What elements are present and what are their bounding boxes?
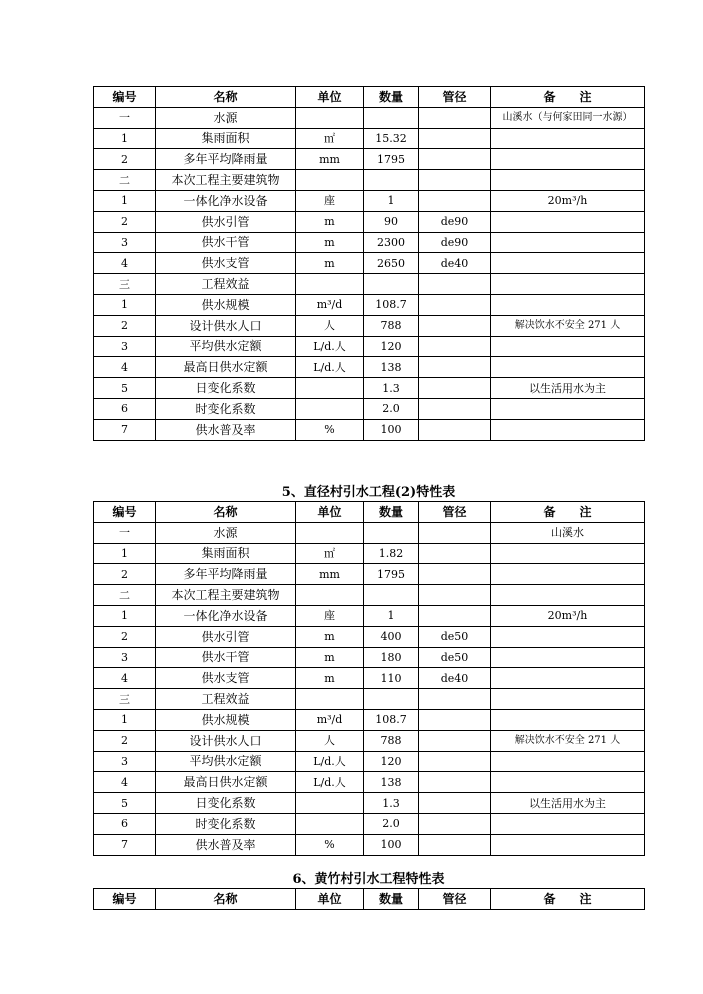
pipe-diameter-cell xyxy=(419,274,491,295)
unit-cell: 人 xyxy=(296,315,364,336)
quantity-cell: 400 xyxy=(364,626,419,647)
quantity-cell xyxy=(364,107,419,128)
table-row xyxy=(94,419,645,440)
name-cell: 供水普及率 xyxy=(156,419,296,440)
unit-cell: L/d.人 xyxy=(296,772,364,793)
unit-cell: m xyxy=(296,626,364,647)
unit-cell xyxy=(296,522,364,543)
pipe-diameter-cell xyxy=(419,170,491,191)
name-cell: 日变化系数 xyxy=(156,378,296,399)
name-cell: 一体化净水设备 xyxy=(156,190,296,211)
remarks-cell xyxy=(491,149,645,170)
table-row xyxy=(94,232,645,253)
table-row xyxy=(94,751,645,772)
unit-cell: ㎡ xyxy=(296,543,364,564)
unit-cell: mm xyxy=(296,149,364,170)
number-cell: 二 xyxy=(94,585,156,606)
remarks-cell xyxy=(491,211,645,232)
column-header-remarks: 备 注 xyxy=(491,502,645,523)
number-cell: 6 xyxy=(94,813,156,834)
name-cell: 时变化系数 xyxy=(156,813,296,834)
name-cell: 供水干管 xyxy=(156,647,296,668)
name-cell: 设计供水人口 xyxy=(156,315,296,336)
unit-cell: L/d.人 xyxy=(296,336,364,357)
table-row xyxy=(94,253,645,274)
name-cell: 本次工程主要建筑物 xyxy=(156,170,296,191)
pipe-diameter-cell: de40 xyxy=(419,668,491,689)
name-cell: 供水规模 xyxy=(156,294,296,315)
spec-table-1 xyxy=(93,86,645,441)
name-cell: 供水引管 xyxy=(156,626,296,647)
pipe-diameter-cell xyxy=(419,107,491,128)
table-row xyxy=(94,211,645,232)
number-cell: 4 xyxy=(94,668,156,689)
name-cell: 供水普及率 xyxy=(156,834,296,855)
pipe-diameter-cell xyxy=(419,543,491,564)
number-cell: 5 xyxy=(94,378,156,399)
number-cell: 1 xyxy=(94,709,156,730)
pipe-diameter-cell: de90 xyxy=(419,211,491,232)
quantity-cell: 138 xyxy=(364,772,419,793)
table-row xyxy=(94,315,645,336)
pipe-diameter-cell xyxy=(419,751,491,772)
unit-cell: m³/d xyxy=(296,294,364,315)
remarks-cell: 以生活用水为主 xyxy=(491,378,645,399)
name-cell: 供水支管 xyxy=(156,253,296,274)
name-cell: 日变化系数 xyxy=(156,793,296,814)
table-row xyxy=(94,626,645,647)
table-row xyxy=(94,668,645,689)
remarks-cell xyxy=(491,294,645,315)
number-cell: 1 xyxy=(94,128,156,149)
unit-cell: L/d.人 xyxy=(296,357,364,378)
pipe-diameter-cell xyxy=(419,813,491,834)
unit-cell xyxy=(296,398,364,419)
pipe-diameter-cell: de90 xyxy=(419,232,491,253)
table-row xyxy=(94,772,645,793)
name-cell: 供水支管 xyxy=(156,668,296,689)
number-cell: 三 xyxy=(94,274,156,295)
remarks-cell xyxy=(491,253,645,274)
pipe-diameter-cell xyxy=(419,378,491,399)
quantity-cell: 100 xyxy=(364,419,419,440)
quantity-cell: 1795 xyxy=(364,149,419,170)
unit-cell xyxy=(296,274,364,295)
table-row xyxy=(94,522,645,543)
unit-cell: % xyxy=(296,419,364,440)
number-cell: 3 xyxy=(94,336,156,357)
remarks-cell: 山溪水 xyxy=(491,522,645,543)
name-cell: 集雨面积 xyxy=(156,128,296,149)
remarks-cell xyxy=(491,813,645,834)
pipe-diameter-cell: de50 xyxy=(419,647,491,668)
table-row xyxy=(94,336,645,357)
pipe-diameter-cell xyxy=(419,128,491,149)
unit-cell: 座 xyxy=(296,605,364,626)
number-cell: 1 xyxy=(94,190,156,211)
quantity-cell: 2.0 xyxy=(364,398,419,419)
name-cell: 平均供水定额 xyxy=(156,336,296,357)
unit-cell xyxy=(296,585,364,606)
remarks-cell xyxy=(491,647,645,668)
remarks-cell xyxy=(491,709,645,730)
table-row xyxy=(94,107,645,128)
remarks-cell: 解决饮水不安全 271 人 xyxy=(491,315,645,336)
remarks-cell xyxy=(491,564,645,585)
column-header-name: 名称 xyxy=(156,889,296,910)
name-cell: 供水引管 xyxy=(156,211,296,232)
quantity-cell: 1 xyxy=(364,605,419,626)
name-cell: 最高日供水定额 xyxy=(156,357,296,378)
unit-cell: m xyxy=(296,232,364,253)
number-cell: 一 xyxy=(94,522,156,543)
name-cell: 集雨面积 xyxy=(156,543,296,564)
pipe-diameter-cell: de50 xyxy=(419,626,491,647)
column-header-unit: 单位 xyxy=(296,87,364,108)
remarks-cell xyxy=(491,668,645,689)
name-cell: 时变化系数 xyxy=(156,398,296,419)
column-header-unit: 单位 xyxy=(296,502,364,523)
number-cell: 2 xyxy=(94,626,156,647)
remarks-cell: 山溪水（与何家田同一水源） xyxy=(491,107,645,128)
column-header-pipe-diameter: 管径 xyxy=(419,889,491,910)
pipe-diameter-cell xyxy=(419,398,491,419)
remarks-cell: 以生活用水为主 xyxy=(491,793,645,814)
pipe-diameter-cell xyxy=(419,190,491,211)
pipe-diameter-cell xyxy=(419,605,491,626)
name-cell: 供水规模 xyxy=(156,709,296,730)
unit-cell xyxy=(296,107,364,128)
quantity-cell: 1.3 xyxy=(364,793,419,814)
column-header-number: 编号 xyxy=(94,889,156,910)
unit-cell: 座 xyxy=(296,190,364,211)
quantity-cell: 108.7 xyxy=(364,294,419,315)
pipe-diameter-cell xyxy=(419,585,491,606)
name-cell: 平均供水定额 xyxy=(156,751,296,772)
remarks-cell xyxy=(491,689,645,710)
number-cell: 1 xyxy=(94,605,156,626)
table-row xyxy=(94,398,645,419)
spec-table-2 xyxy=(93,501,645,856)
name-cell: 最高日供水定额 xyxy=(156,772,296,793)
number-cell: 2 xyxy=(94,149,156,170)
remarks-cell xyxy=(491,543,645,564)
name-cell: 水源 xyxy=(156,522,296,543)
remarks-cell xyxy=(491,170,645,191)
column-header-quantity: 数量 xyxy=(364,889,419,910)
unit-cell: m xyxy=(296,647,364,668)
number-cell: 2 xyxy=(94,730,156,751)
table-row xyxy=(94,149,645,170)
number-cell: 4 xyxy=(94,772,156,793)
number-cell: 4 xyxy=(94,357,156,378)
column-header-unit: 单位 xyxy=(296,889,364,910)
name-cell: 多年平均降雨量 xyxy=(156,149,296,170)
table-row xyxy=(94,793,645,814)
quantity-cell: 100 xyxy=(364,834,419,855)
table-row xyxy=(94,128,645,149)
column-header-number: 编号 xyxy=(94,502,156,523)
table-row xyxy=(94,564,645,585)
name-cell: 一体化净水设备 xyxy=(156,605,296,626)
name-cell: 本次工程主要建筑物 xyxy=(156,585,296,606)
number-cell: 3 xyxy=(94,232,156,253)
remarks-cell: 解决饮水不安全 271 人 xyxy=(491,730,645,751)
name-cell: 水源 xyxy=(156,107,296,128)
pipe-diameter-cell xyxy=(419,149,491,170)
column-header-name: 名称 xyxy=(156,87,296,108)
unit-cell xyxy=(296,378,364,399)
unit-cell: L/d.人 xyxy=(296,751,364,772)
quantity-cell xyxy=(364,585,419,606)
table-row xyxy=(94,357,645,378)
unit-cell: 人 xyxy=(296,730,364,751)
column-header-number: 编号 xyxy=(94,87,156,108)
table-row xyxy=(94,605,645,626)
pipe-diameter-cell xyxy=(419,522,491,543)
pipe-diameter-cell xyxy=(419,689,491,710)
unit-cell xyxy=(296,170,364,191)
quantity-cell: 138 xyxy=(364,357,419,378)
pipe-diameter-cell xyxy=(419,772,491,793)
unit-cell: m xyxy=(296,668,364,689)
number-cell: 1 xyxy=(94,294,156,315)
column-header-quantity: 数量 xyxy=(364,87,419,108)
number-cell: 2 xyxy=(94,315,156,336)
remarks-cell xyxy=(491,128,645,149)
pipe-diameter-cell xyxy=(419,564,491,585)
unit-cell xyxy=(296,793,364,814)
quantity-cell: 90 xyxy=(364,211,419,232)
name-cell: 工程效益 xyxy=(156,274,296,295)
number-cell: 1 xyxy=(94,543,156,564)
number-cell: 7 xyxy=(94,834,156,855)
column-header-remarks: 备 注 xyxy=(491,87,645,108)
pipe-diameter-cell xyxy=(419,730,491,751)
number-cell: 5 xyxy=(94,793,156,814)
quantity-cell: 1.82 xyxy=(364,543,419,564)
number-cell: 三 xyxy=(94,689,156,710)
number-cell: 2 xyxy=(94,564,156,585)
pipe-diameter-cell xyxy=(419,294,491,315)
number-cell: 2 xyxy=(94,211,156,232)
unit-cell: m xyxy=(296,253,364,274)
section-heading-6: 6、黄竹村引水工程特性表 xyxy=(292,872,445,887)
pipe-diameter-cell xyxy=(419,357,491,378)
remarks-cell xyxy=(491,751,645,772)
pipe-diameter-cell xyxy=(419,336,491,357)
quantity-cell: 1.3 xyxy=(364,378,419,399)
column-header-pipe-diameter: 管径 xyxy=(419,502,491,523)
table-row xyxy=(94,709,645,730)
name-cell: 供水干管 xyxy=(156,232,296,253)
remarks-cell xyxy=(491,834,645,855)
quantity-cell: 788 xyxy=(364,730,419,751)
section-heading-5: 5、直径村引水工程(2)特性表 xyxy=(281,485,456,500)
table-row xyxy=(94,813,645,834)
remarks-cell xyxy=(491,772,645,793)
quantity-cell: 2650 xyxy=(364,253,419,274)
remarks-cell xyxy=(491,274,645,295)
pipe-diameter-cell: de40 xyxy=(419,253,491,274)
number-cell: 6 xyxy=(94,398,156,419)
pipe-diameter-cell xyxy=(419,793,491,814)
quantity-cell: 1 xyxy=(364,190,419,211)
table-row xyxy=(94,585,645,606)
quantity-cell xyxy=(364,274,419,295)
name-cell: 工程效益 xyxy=(156,689,296,710)
unit-cell xyxy=(296,813,364,834)
table-row xyxy=(94,689,645,710)
quantity-cell: 1795 xyxy=(364,564,419,585)
number-cell: 一 xyxy=(94,107,156,128)
quantity-cell: 120 xyxy=(364,336,419,357)
table-row xyxy=(94,378,645,399)
quantity-cell: 2.0 xyxy=(364,813,419,834)
remarks-cell xyxy=(491,336,645,357)
name-cell: 设计供水人口 xyxy=(156,730,296,751)
quantity-cell: 2300 xyxy=(364,232,419,253)
quantity-cell: 110 xyxy=(364,668,419,689)
number-cell: 3 xyxy=(94,751,156,772)
quantity-cell: 15.32 xyxy=(364,128,419,149)
unit-cell xyxy=(296,689,364,710)
table-row xyxy=(94,543,645,564)
unit-cell: % xyxy=(296,834,364,855)
remarks-cell xyxy=(491,626,645,647)
spec-table-3 xyxy=(93,888,645,910)
quantity-cell: 180 xyxy=(364,647,419,668)
table-header-row xyxy=(94,502,645,523)
table-header-row xyxy=(94,87,645,108)
unit-cell: mm xyxy=(296,564,364,585)
quantity-cell xyxy=(364,522,419,543)
unit-cell: ㎡ xyxy=(296,128,364,149)
column-header-name: 名称 xyxy=(156,502,296,523)
pipe-diameter-cell xyxy=(419,419,491,440)
pipe-diameter-cell xyxy=(419,834,491,855)
table-row xyxy=(94,274,645,295)
table-row xyxy=(94,190,645,211)
quantity-cell xyxy=(364,689,419,710)
remarks-cell xyxy=(491,232,645,253)
table-row xyxy=(94,170,645,191)
number-cell: 二 xyxy=(94,170,156,191)
remarks-cell xyxy=(491,357,645,378)
table-header-row xyxy=(94,889,645,910)
pipe-diameter-cell xyxy=(419,709,491,730)
number-cell: 7 xyxy=(94,419,156,440)
number-cell: 3 xyxy=(94,647,156,668)
remarks-cell xyxy=(491,398,645,419)
column-header-quantity: 数量 xyxy=(364,502,419,523)
remarks-cell xyxy=(491,585,645,606)
table-row xyxy=(94,647,645,668)
remarks-cell xyxy=(491,419,645,440)
remarks-cell: 20m³/h xyxy=(491,190,645,211)
unit-cell: m³/d xyxy=(296,709,364,730)
unit-cell: m xyxy=(296,211,364,232)
table-row xyxy=(94,730,645,751)
column-header-remarks: 备 注 xyxy=(491,889,645,910)
column-header-pipe-diameter: 管径 xyxy=(419,87,491,108)
quantity-cell: 788 xyxy=(364,315,419,336)
quantity-cell: 120 xyxy=(364,751,419,772)
name-cell: 多年平均降雨量 xyxy=(156,564,296,585)
remarks-cell: 20m³/h xyxy=(491,605,645,626)
number-cell: 4 xyxy=(94,253,156,274)
quantity-cell xyxy=(364,170,419,191)
pipe-diameter-cell xyxy=(419,315,491,336)
table-row xyxy=(94,294,645,315)
quantity-cell: 108.7 xyxy=(364,709,419,730)
table-row xyxy=(94,834,645,855)
